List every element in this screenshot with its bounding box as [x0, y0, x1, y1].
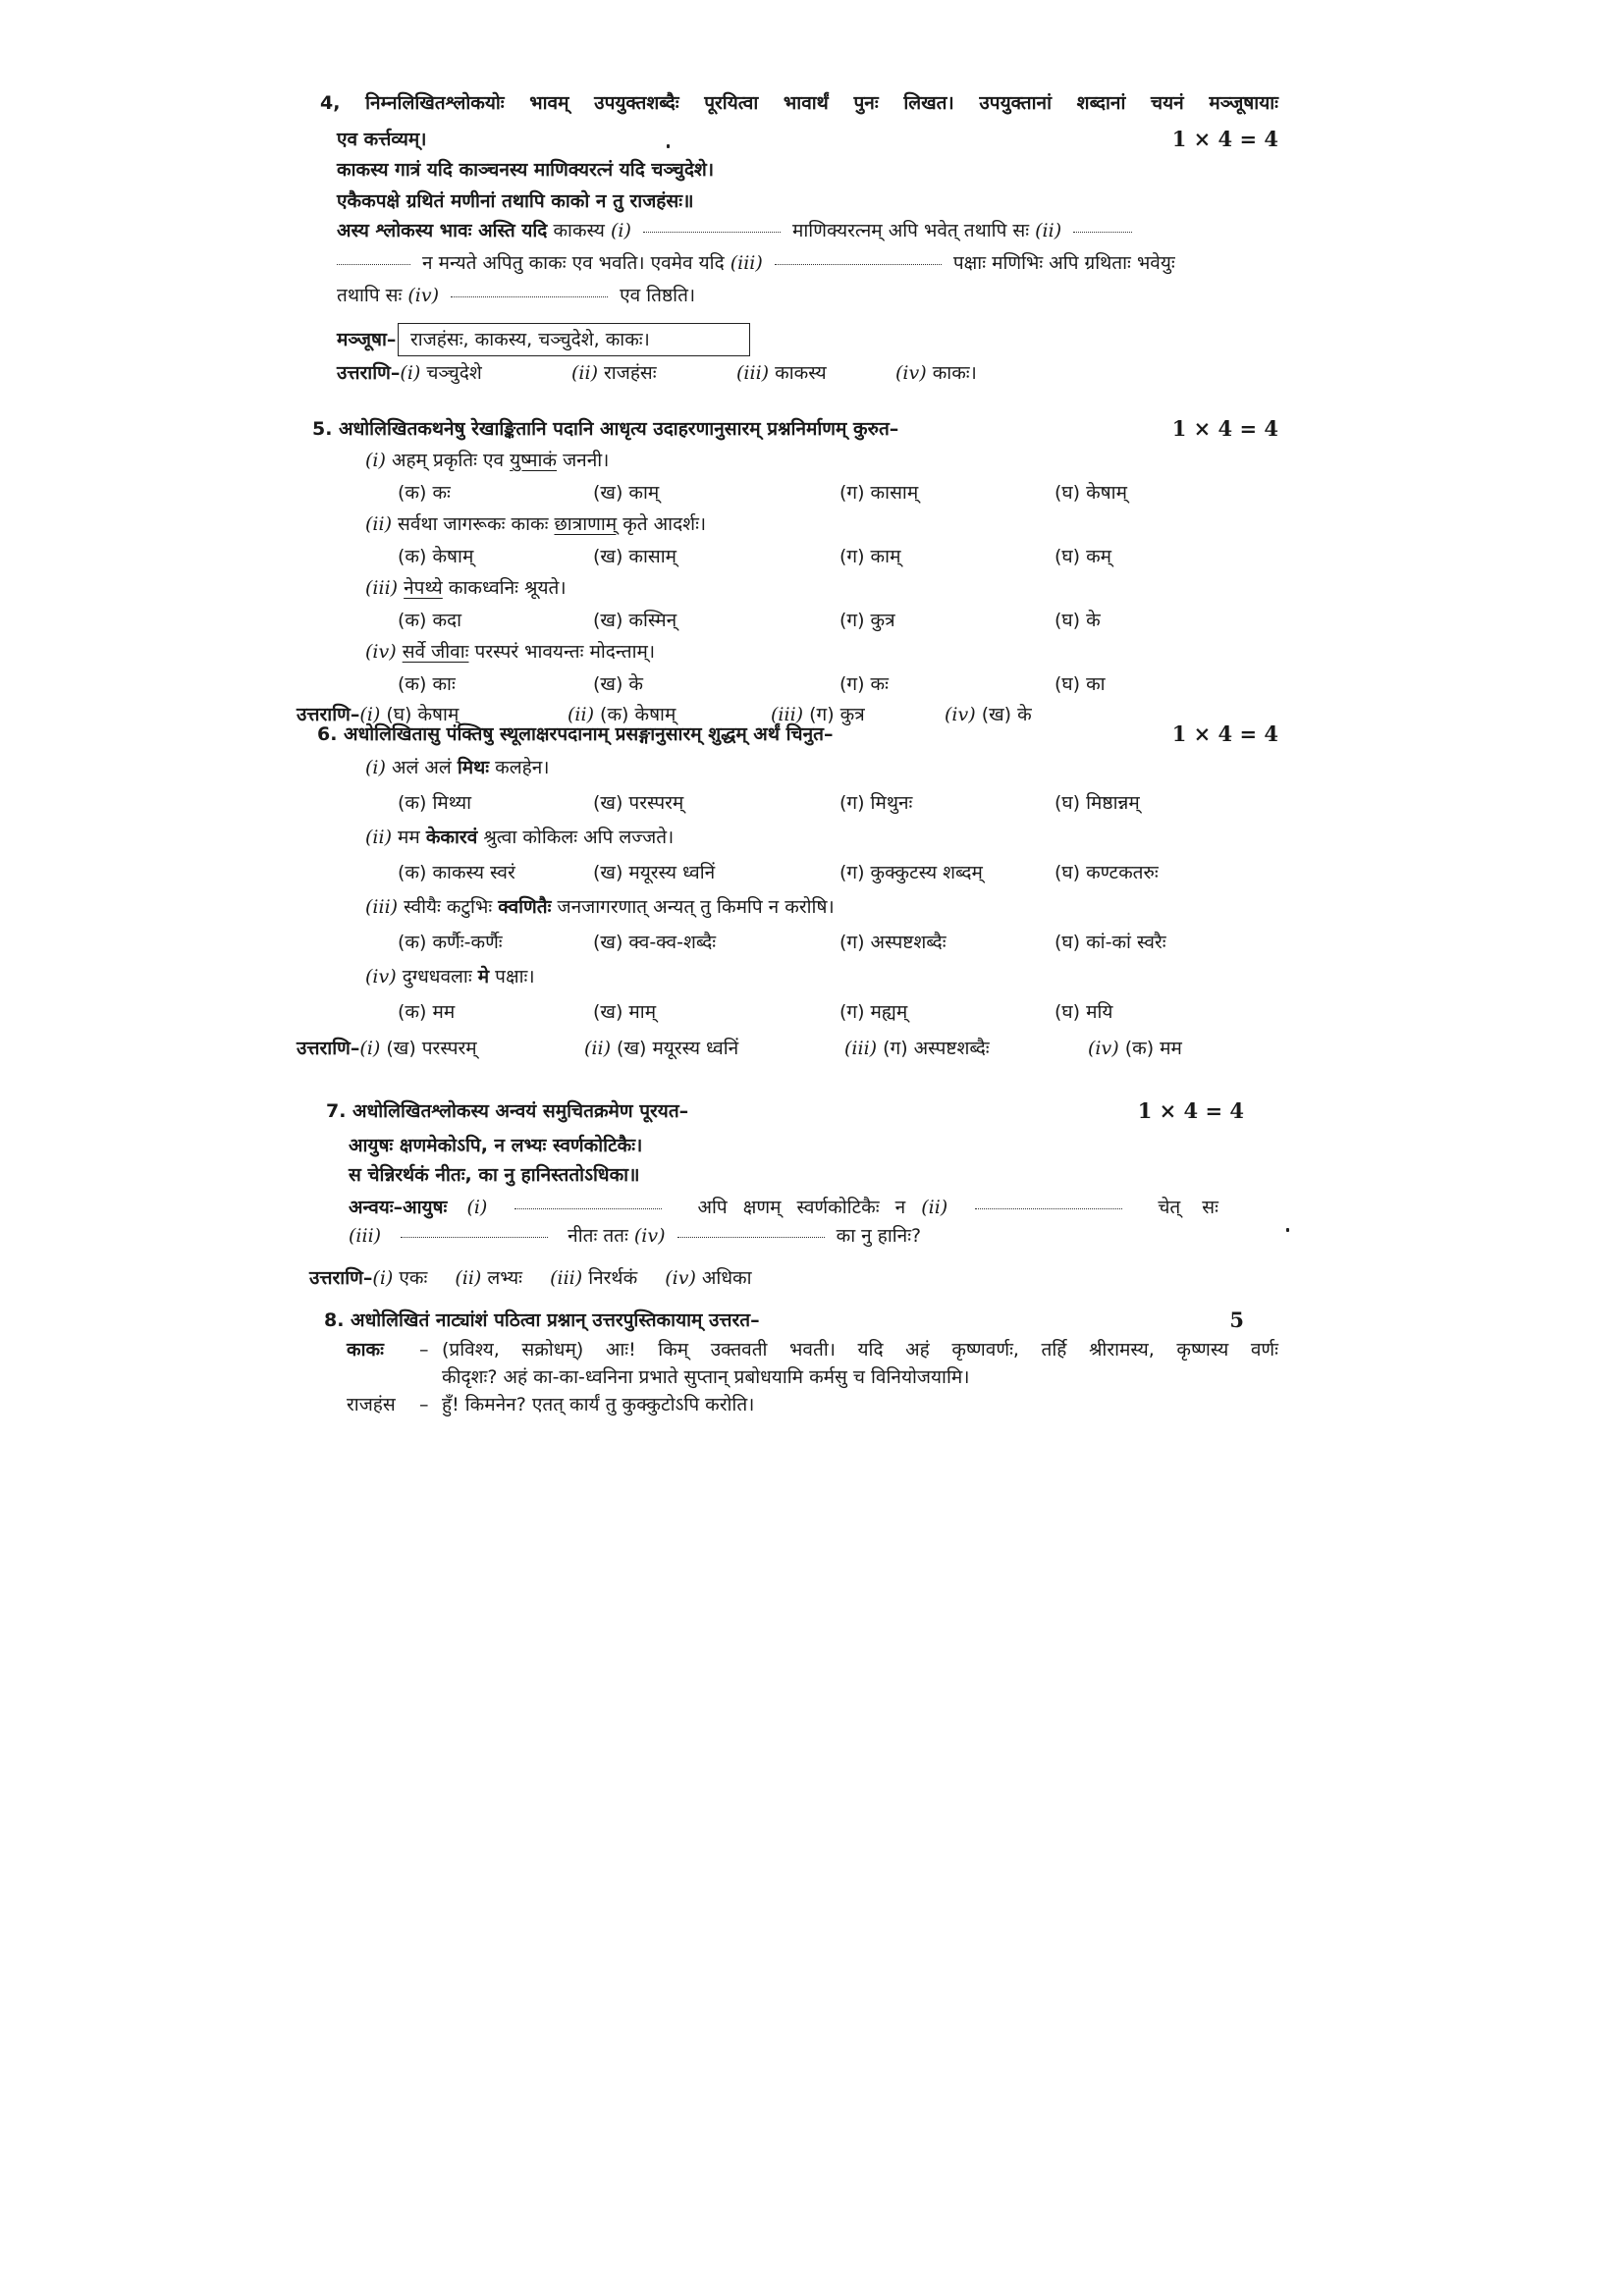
option-gha[interactable]: (घ) केषाम्: [1055, 481, 1127, 504]
anvaya-text: अपि क्षणम् स्वर्णकोटिकैः न: [697, 1197, 906, 1218]
manjusha-label: मञ्जूषा–: [337, 329, 397, 350]
answer-text: (ख) के: [981, 704, 1032, 725]
q7-marks: 1 × 4 = 4: [1137, 1098, 1244, 1123]
manjusha-words: राजहंसः, काकस्य, चञ्चुदेशे, काकः।: [410, 329, 650, 350]
blank-number: (ii): [1035, 220, 1062, 241]
q4-bhava-line3: [337, 283, 695, 308]
bhava-label: अस्य श्लोकस्य भावः अस्ति यदि: [337, 220, 548, 241]
q4-heading-line1: 4, निम्नलिखितश्लोकयोः भावम् उपयुक्तशब्दैः पूरयित्वा भावार्थं पुनः लिखत। उपयुक्तानां शब्दानां चयनं मञ्जूषायाः: [320, 92, 1278, 114]
answer-num: (ii): [455, 1267, 482, 1289]
q4-verse-line2: एकैकपक्षे ग्रथितं मणीनां तथापि काको न तु राजहंसः॥: [337, 190, 694, 212]
anvaya-label: अन्वयः–आयुषः: [349, 1197, 448, 1218]
anvaya-text: चेत् सः: [1158, 1197, 1218, 1218]
answer-num: (ii): [568, 704, 594, 725]
option-ga[interactable]: (ग) कुत्र: [839, 609, 895, 631]
bhava-text: तथापि सः: [337, 285, 403, 306]
item-text: पक्षाः।: [495, 966, 535, 988]
highlighted-word: मिथः: [457, 757, 490, 778]
q4-verse-line1: काकस्य गात्रं यदि काञ्चनस्य माणिक्यरत्नं यदि चञ्चुदेशे।: [337, 159, 715, 181]
q6-marks: 1 × 4 = 4: [1171, 721, 1278, 746]
blank-number: (iii): [730, 252, 763, 274]
blank-number: (ii): [921, 1197, 948, 1218]
answer-text: लभ्यः: [487, 1267, 523, 1289]
option-gha[interactable]: (घ) कण्टकतरुः: [1055, 861, 1159, 883]
option-ga[interactable]: (ग) कासाम्: [839, 481, 919, 504]
answer-num: (iii): [736, 362, 770, 384]
item-text: जननी।: [563, 450, 610, 471]
answers-label: उत्तराणि–: [297, 704, 360, 725]
item-text: काकध्वनिः श्रूयते।: [448, 577, 567, 599]
item-text: अहम् प्रकृतिः एव: [391, 450, 505, 471]
option-gha[interactable]: (घ) के: [1055, 609, 1101, 631]
answer-text: (ख) मयूरस्य ध्वनिं: [617, 1038, 739, 1059]
answer-num: (i): [372, 1267, 394, 1289]
highlighted-word: सर्वे जीवाः: [402, 641, 469, 663]
highlighted-word: युष्माकं: [510, 450, 558, 471]
fill-blank-3[interactable]: [401, 1223, 548, 1238]
item-number: (iv): [365, 966, 397, 988]
option-ka[interactable]: (क) काः: [398, 672, 456, 695]
answer-num: (i): [359, 704, 381, 725]
item-number: (iii): [365, 896, 399, 918]
q5-item-question: [365, 511, 706, 537]
answer-text: काकस्य: [775, 362, 827, 384]
dialogue-line: कीदृशः? अहं का-का-ध्वनिना प्रभाते सुप्तान् प्रबोधयामि कर्मसु च विनियोजयामि।: [442, 1366, 970, 1388]
q4-bhava-line1: [337, 218, 1138, 243]
item-text: श्रुत्वा कोकिलः अपि लज्जते।: [483, 827, 675, 848]
q6-heading: 6. अधोलिखितासु पंक्तिषु स्थूलाक्षरपदानाम् प्रसङ्गानुसारम् शुद्धम् अर्थं चिनुत–: [317, 723, 834, 745]
item-number: (ii): [365, 827, 392, 848]
item-text: सर्वथा जागरूकः काकः: [398, 513, 549, 535]
highlighted-word: छात्राणाम्: [554, 513, 618, 535]
q4-answer-2: [571, 360, 657, 386]
item-text: परस्परं भावयन्तः मोदन्ताम्।: [474, 641, 656, 663]
answer-text: एकः: [399, 1267, 428, 1289]
bhava-text: काकस्य: [553, 220, 605, 241]
highlighted-word: क्वणितैः: [498, 896, 552, 918]
q7-heading: 7. अधोलिखितश्लोकस्य अन्वयं समुचितक्रमेण पूरयत–: [326, 1100, 689, 1122]
answers-label: उत्तराणि–: [309, 1267, 373, 1289]
item-text: जनजागरणात् अन्यत् तु किमपि न करोषि।: [557, 896, 835, 918]
answer-text: (ख) परस्परम्: [386, 1038, 477, 1059]
option-ka[interactable]: (क) कः: [398, 481, 451, 504]
fill-blank-3[interactable]: [775, 250, 942, 265]
q8-marks: 5: [1229, 1308, 1244, 1332]
answer-text: निरर्थकं: [588, 1267, 638, 1289]
answer-num: (iii): [771, 704, 804, 725]
fill-blank-2-cont[interactable]: [337, 250, 410, 265]
answer-text: काकः।: [932, 362, 977, 384]
q6-answer-4: [1088, 1036, 1182, 1061]
highlighted-word: मे: [477, 966, 490, 988]
option-kha[interactable]: (ख) काम्: [593, 481, 660, 504]
answer-num: (iii): [550, 1267, 583, 1289]
bhava-text: न मन्यते अपितु काकः एव भवति। एवमेव यदि: [422, 252, 725, 274]
answer-text: (ग) अस्पष्टशब्दैः: [883, 1038, 990, 1059]
answer-num: (i): [400, 362, 421, 384]
q6-item-question: [365, 964, 535, 989]
answer-num: (i): [359, 1038, 381, 1059]
answer-num: (ii): [584, 1038, 611, 1059]
blank-number: (i): [611, 220, 631, 241]
item-text: मम: [398, 827, 420, 848]
q7-anvaya-line2: [349, 1223, 921, 1249]
bhava-text: पक्षाः मणिभिः अपि ग्रथिताः भवेयुः: [952, 252, 1175, 274]
answer-text: (घ) केषाम्: [386, 704, 460, 725]
scan-speck: [667, 144, 670, 148]
q4-answer-3: [736, 360, 827, 386]
answer-num: (iii): [844, 1038, 878, 1059]
option-ka[interactable]: (क) कर्णैः-कर्णैः: [398, 931, 503, 953]
option-gha[interactable]: (घ) मिष्ठान्नम्: [1055, 791, 1140, 814]
q6-answers: [297, 1036, 477, 1061]
q5-heading: 5. अधोलिखितकथनेषु रेखाङ्कितानि पदानि आधृत्य उदाहरणानुसारम् प्रश्ननिर्माणम् कुरुत–: [312, 418, 899, 440]
answer-num: (iv): [1088, 1038, 1119, 1059]
dialogue-line: हुँ! किमनेन? एतत् कार्यं तु कुक्कुटोऽपि करोति।: [442, 1394, 755, 1415]
option-ga[interactable]: (ग) कः: [839, 672, 889, 695]
item-number: (iii): [365, 577, 399, 599]
item-text: कृते आदर्शः।: [622, 513, 707, 535]
option-kha[interactable]: (ख) कासाम्: [593, 545, 677, 567]
answer-num: (iv): [945, 704, 976, 725]
answer-text: राजहंसः: [604, 362, 657, 384]
option-kha[interactable]: (ख) मयूरस्य ध्वनिं: [593, 861, 716, 883]
answer-text: चञ्चुदेशे: [426, 362, 482, 384]
option-gha[interactable]: (घ) कां-कां स्वरैः: [1055, 931, 1166, 953]
q5-item-question: [365, 575, 567, 601]
blank-number: (i): [466, 1197, 488, 1218]
option-gha[interactable]: (घ) कम्: [1055, 545, 1112, 567]
highlighted-word: केकारवं: [425, 827, 478, 848]
option-kha[interactable]: (ख) के: [593, 672, 643, 695]
answer-text: अधिका: [701, 1267, 752, 1289]
dialogue-dash: –: [419, 1339, 429, 1361]
q6-item-question: [365, 825, 674, 850]
fill-blank-4[interactable]: [677, 1223, 825, 1238]
option-ka[interactable]: (क) मम: [398, 1000, 456, 1023]
answer-text: (क) मम: [1124, 1038, 1182, 1059]
item-number: (ii): [365, 513, 392, 535]
q6-item-question: [365, 894, 835, 920]
speaker-rajhans: राजहंस: [347, 1394, 396, 1415]
q4-marks: 1 × 4 = 4: [1171, 127, 1278, 151]
q7-answers: [309, 1265, 752, 1291]
fill-blank-1[interactable]: [514, 1195, 662, 1209]
option-kha[interactable]: (ख) माम्: [593, 1000, 657, 1023]
item-text: कलहेन।: [495, 757, 550, 778]
option-ga[interactable]: (ग) अस्पष्टशब्दैः: [839, 931, 947, 953]
q6-item-question: [365, 755, 549, 780]
q4-bhava-line2: [337, 250, 1175, 276]
q5-answer-4: [945, 702, 1032, 727]
q7-anvaya-line1: [349, 1195, 1218, 1220]
q5-marks: 1 × 4 = 4: [1171, 416, 1278, 441]
q4-answers: [337, 360, 482, 386]
option-ga[interactable]: (ग) कुक्कुटस्य शब्दम्: [839, 861, 983, 883]
anvaya-text: नीतः ततः: [568, 1225, 628, 1247]
q7-verse-line2: स चेन्निरर्थकं नीतः, का नु हानिस्ततोऽधिका॥: [349, 1164, 640, 1186]
blank-number: (iv): [407, 285, 440, 306]
option-gha[interactable]: (घ) का: [1055, 672, 1106, 695]
q7-verse-line1: आयुषः क्षणमेकोऽपि, न लभ्यः स्वर्णकोटिकैः।: [349, 1135, 643, 1156]
answer-num: (ii): [571, 362, 598, 384]
q8-heading: 8. अधोलिखितं नाट्यांशं पठित्वा प्रश्नान् उत्तरपुस्तिकायाम् उत्तरत–: [324, 1309, 760, 1331]
blank-number: (iv): [633, 1225, 666, 1247]
q5-item-question: [365, 448, 609, 473]
answer-num: (iv): [665, 1267, 696, 1289]
fill-blank-2[interactable]: [1073, 218, 1132, 233]
anvaya-text: का नु हानिः?: [836, 1225, 922, 1247]
fill-blank-1[interactable]: [643, 218, 781, 233]
item-text: अलं अलं: [391, 757, 452, 778]
item-text: दुग्धधवलाः: [402, 966, 472, 988]
answer-text: (ग) कुत्र: [809, 704, 865, 725]
option-gha[interactable]: (घ) मयि: [1055, 1000, 1113, 1023]
option-ga[interactable]: (ग) काम्: [839, 545, 901, 567]
item-number: (iv): [365, 641, 397, 663]
answers-label: उत्तराणि–: [337, 362, 401, 384]
dialogue-line: (प्रविश्य, सक्रोधम्) आः! किम् उक्तवती भवती। यदि अहं कृष्णवर्णः, तर्हि श्रीरामस्य, कृष्णस्य वर्णः: [442, 1339, 1278, 1361]
q6-answer-2: [584, 1036, 738, 1061]
q6-answer-3: [844, 1036, 990, 1061]
scan-speck: [1286, 1228, 1289, 1232]
answer-num: (iv): [895, 362, 927, 384]
option-kha[interactable]: (ख) कस्मिन्: [593, 609, 677, 631]
item-number: (i): [365, 757, 386, 778]
option-kha[interactable]: (ख) परस्परम्: [593, 791, 684, 814]
answer-text: (क) केषाम्: [600, 704, 676, 725]
option-ka[interactable]: (क) केषाम्: [398, 545, 474, 567]
fill-blank-4[interactable]: [451, 283, 608, 297]
fill-blank-2[interactable]: [975, 1195, 1122, 1209]
blank-number: (iii): [349, 1225, 382, 1247]
q5-item-question: [365, 639, 655, 665]
item-text: स्वीयैः कटुभिः: [404, 896, 493, 918]
option-kha[interactable]: (ख) क्व-क्व-शब्दैः: [593, 931, 717, 953]
item-number: (i): [365, 450, 386, 471]
bhava-text: माणिक्यरत्नम् अपि भवेत् तथापि सः: [792, 220, 1030, 241]
speaker-kaak: काकः: [347, 1339, 384, 1361]
option-ga[interactable]: (ग) मिथुनः: [839, 791, 913, 814]
option-ka[interactable]: (क) मिथ्या: [398, 791, 472, 814]
option-ga[interactable]: (ग) मह्यम्: [839, 1000, 908, 1023]
bhava-text: एव तिष्ठति।: [620, 285, 696, 306]
highlighted-word: नेपथ्ये: [404, 577, 443, 599]
q4-heading-line2: एव कर्त्तव्यम्।: [337, 129, 427, 150]
q4-answer-4: [895, 360, 977, 386]
option-ka[interactable]: (क) कदा: [398, 609, 462, 631]
dialogue-dash: –: [419, 1394, 429, 1415]
answers-label: उत्तराणि–: [297, 1038, 360, 1059]
option-ka[interactable]: (क) काकस्य स्वरं: [398, 861, 515, 883]
